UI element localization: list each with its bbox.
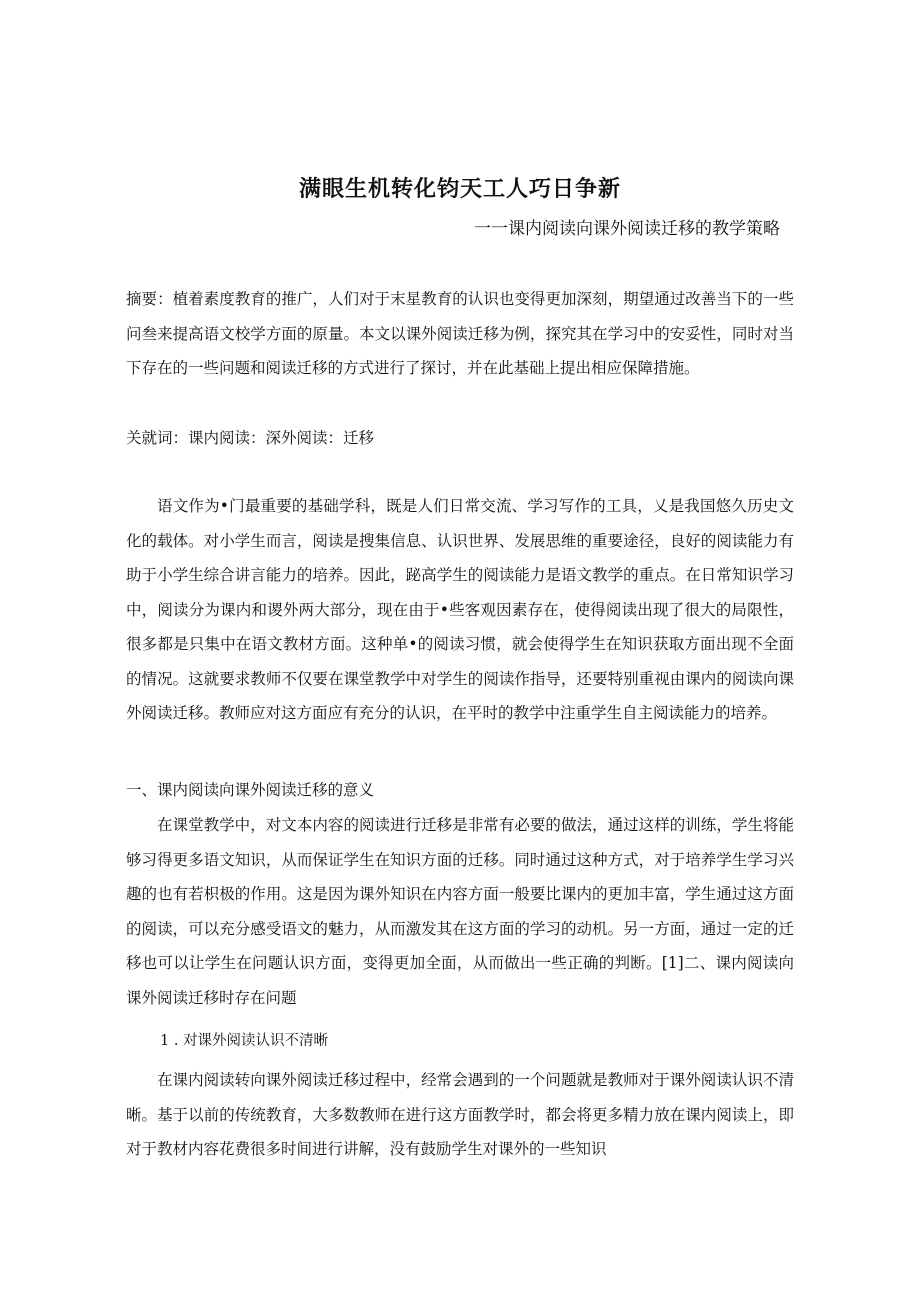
intro-paragraph: 语文作为•门最重要的基础学科，既是人们日常交流、学习写作的工具，乂是我国悠久历史文化的载体。对小学生而言，阅读是搜集信息、认识世界、发展思维的重要途径，良好的阅读能力有助于小学生综合讲言能力的培养。因此，䟤高学生的阅读能力是语文教学的重点。在日常知识学习中，阅读分为课内和谡外两大部分，现在由于•些客观因素存在，使得阅读出现了很大的局限性，很多都是只集中在语文教材方面。这种单•的阅读习惯，就会使得学生在知识获取方面出现不全面的情况。这就要求教师不仅要在课堂教学中对学生的阅读作指导，还要特别重视由课内的阅读向课外阅读迁移。教师应对这方面应有充分的认识，在平时的教学中注重学生自主阅读能力的培养。 — [126, 497, 794, 722]
keywords-line: 关就词：课内阅读：深外阅读：迁移 — [126, 429, 375, 447]
abstract-paragraph: 摘要：植着素度教育的推广，人们对于末星教育的认识也变得更加深刻，期望通过改善当下的一些问叁来提高语文校学方面的原量。本文以课外阅读迁移为例，探究其在学习中的安妥性，同时对当下存在的一些问题和阅读迁移的方式进行了探讨，并在此基础上提出相应保障措施。 — [126, 290, 794, 377]
document-subtitle: 一一课内阅读向课外阅读迁移的教学策略 — [474, 219, 780, 239]
subsection-paragraph: 在课内阅读转向课外阅读迁移过程中，经常会遇到的一个问题就是教师对于课外阅读认识不清晰。基于以前的传统教育，大多数教师在进行这方面教学时，都会将更多精力放在课内阅读上，即对于教材内容花费很多时间进行讲解，没有鼓励学生对课外的一些知识 — [126, 1071, 794, 1158]
document-title: 满眼生机转化钧天工人巧日争新 — [298, 177, 621, 202]
subsection-heading: 1 . 对课外阅读认识不清晰 — [160, 1033, 329, 1049]
section-paragraph: 在课堂教学中，对文本内容的阅读进行迁移是非常有必要的做法，通过这样的训练，学生将能够习得更多语文知识，从而保证学生在知识方面的迁移。同时通过这种方式，对于培养学生学习兴趣的也有若枳极的作用。这是因为课外知识在内容方面一般要比课内的更加丰富，学生通过这方面的阅读，可以充分感受语文的魅力，从而激发其在这方面的学习的动机。另一方面，通过一定的迁移也可以让学生在问题认识方面，变得更加全面，从而做出一些正确的判断。[1]二、课内阅读向课外阅读迁移时存在问题 — [126, 816, 794, 1007]
section-heading: 一、课内阅读向课外阅读迁移的意义 — [126, 781, 375, 799]
